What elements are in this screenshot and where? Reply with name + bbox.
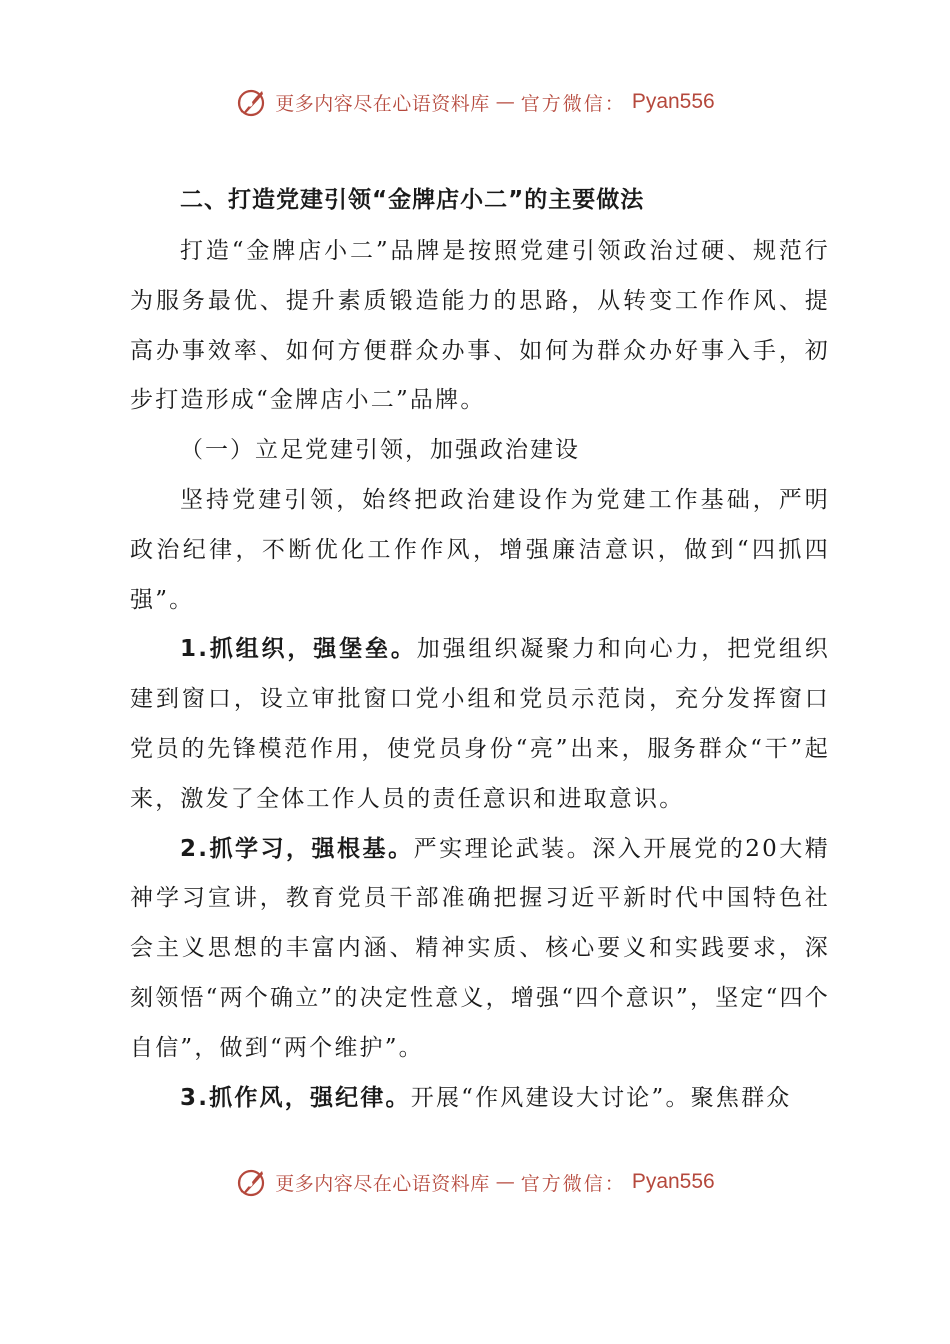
intro-paragraph: 打造“金牌店小二”品牌是按照党建引领政治过硬、规范行为服务最优、提升素质锻造能力的思路，从转变工作作风、提高办事效率、如何方便群众办事、如何为群众办好事入手，初步打造形成“金牌店小二”品牌。 bbox=[130, 238, 830, 414]
document-content bbox=[130, 177, 830, 1123]
pen-nib-logo-icon bbox=[235, 1165, 269, 1199]
header-watermark-banner bbox=[0, 82, 950, 122]
list-item-1 bbox=[130, 625, 830, 824]
section-heading: 二、打造党建引领“金牌店小二”的主要做法 bbox=[180, 187, 645, 213]
item-2-lead: 2.抓学习，强根基。 bbox=[180, 835, 414, 862]
sub-intro-paragraph: 坚持党建引领，始终把政治建设作为党建工作基础，严明政治纪律，不断优化工作作风，增强廉洁意识，做到“四抓四强”。 bbox=[130, 486, 830, 613]
banner-wechat-label: 官方微信： bbox=[520, 1172, 626, 1195]
footer-watermark-banner bbox=[0, 1162, 950, 1202]
banner-wechat-id: Pyan556 bbox=[631, 1170, 715, 1193]
item-3-lead: 3.抓作风，强纪律。 bbox=[180, 1084, 411, 1111]
banner-main-text: 更多内容尽在心语资料库 bbox=[275, 92, 490, 115]
list-item-2 bbox=[130, 825, 830, 1074]
banner-separator: — bbox=[495, 91, 515, 113]
sub-heading: （一）立足党建引领，加强政治建设 bbox=[180, 437, 580, 464]
item-1-text: 加强组织凝聚力和向心力，把党组织建到窗口，设立审批窗口党小组和党员示范岗，充分发挥窗口党员的先锋模范作用，使党员身份“亮”出来，服务群众“干”起来，激发了全体工作人员的责任意识和进取意识。 bbox=[130, 636, 830, 812]
banner-wechat-label: 官方微信： bbox=[520, 92, 626, 115]
item-2-text: 严实理论武装。深入开展党的20大精神学习宣讲，教育党员干部准确把握习近平新时代中国特色社会主义思想的丰富内涵、精神实质、核心要义和实践要求，深刻领悟“两个确立”的决定性意义，增强“四个意识”，坚定“四个自信”，做到“两个维护”。 bbox=[130, 835, 830, 1061]
item-3-text: 开展“作风建设大讨论”。聚焦群众 bbox=[410, 1084, 792, 1111]
item-1-lead: 1.抓组织，强堡垒。 bbox=[180, 636, 417, 663]
list-item-3 bbox=[130, 1074, 830, 1124]
pen-nib-logo-icon bbox=[235, 85, 269, 119]
banner-wechat-id: Pyan556 bbox=[631, 90, 715, 113]
banner-separator: — bbox=[495, 1171, 515, 1193]
banner-main-text: 更多内容尽在心语资料库 bbox=[275, 1172, 490, 1195]
